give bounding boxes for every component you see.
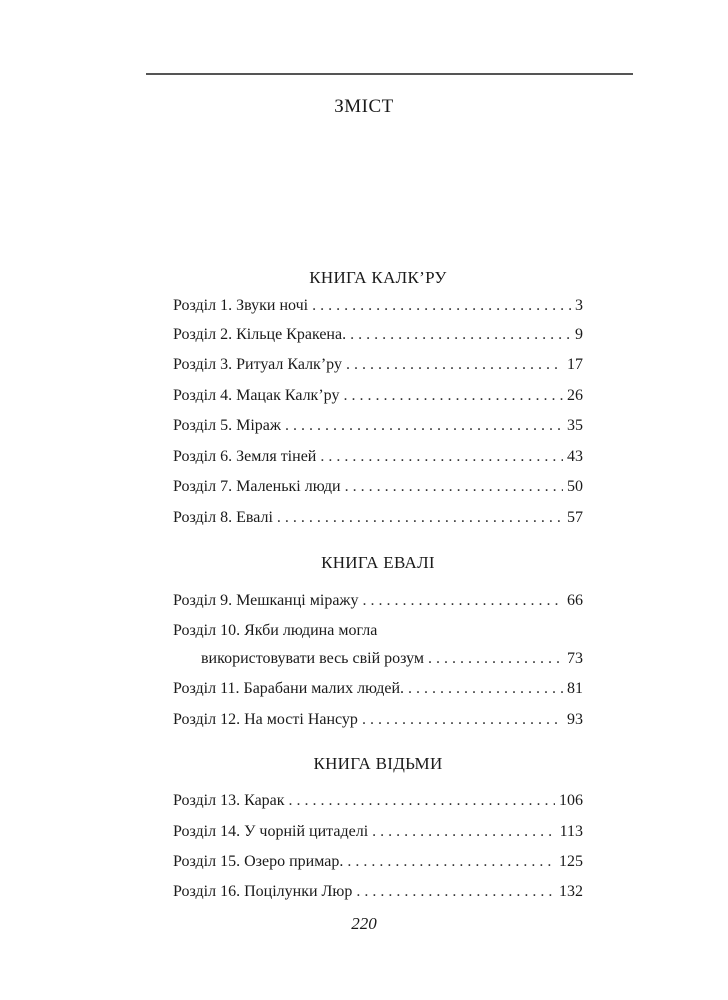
toc-entry-page: 113	[559, 823, 583, 840]
toc-entry[interactable]	[173, 415, 583, 437]
toc-entry-label: Розділ 5. Міраж	[173, 417, 281, 434]
toc-entry-page: 3	[575, 297, 583, 314]
toc-entry-page: 35	[567, 417, 583, 434]
dot-leader	[428, 648, 563, 670]
toc-entry-label[interactable]: Розділ 10. Якби людина могла	[173, 622, 378, 639]
dot-leader	[320, 446, 563, 468]
toc-entry[interactable]	[173, 507, 583, 529]
toc-entry[interactable]	[173, 678, 583, 700]
toc-entry-page: 81	[567, 680, 583, 697]
book-heading: КНИГА КАЛК’РУ	[309, 268, 447, 287]
toc-entry-label: Розділ 11. Барабани малих людей.	[173, 680, 404, 697]
dot-leader	[312, 295, 571, 317]
toc-entry-label: Розділ 15. Озеро примар.	[173, 853, 344, 870]
dot-leader	[408, 678, 563, 700]
toc-entry-page: 125	[559, 853, 583, 870]
toc-entry-page: 43	[567, 448, 583, 465]
toc-entry-page: 73	[567, 650, 583, 667]
toc-entry[interactable]	[173, 295, 583, 317]
book-heading: КНИГА ЕВАЛІ	[321, 553, 435, 572]
toc-entry-label: Розділ 16. Поцілунки Люр	[173, 883, 353, 900]
toc-entry[interactable]	[173, 446, 583, 468]
toc-entry-page: 132	[559, 883, 583, 900]
page-title: ЗМІСТ	[334, 96, 394, 117]
toc-entry[interactable]	[173, 790, 583, 812]
toc-entry[interactable]	[173, 881, 583, 903]
toc-entry-page: 17	[567, 356, 583, 373]
toc-entry-page: 26	[567, 387, 583, 404]
toc-entry[interactable]	[173, 385, 583, 407]
toc-entry-label: Розділ 3. Ритуал Калк’ру	[173, 356, 342, 373]
toc-entry[interactable]	[173, 851, 583, 873]
dot-leader	[347, 851, 555, 873]
dot-leader	[277, 507, 563, 529]
dot-leader	[343, 385, 563, 407]
toc-entry-page: 106	[559, 792, 583, 809]
dot-leader	[289, 790, 555, 812]
dot-leader	[372, 821, 555, 843]
dot-leader	[356, 881, 555, 903]
toc-entry-page: 93	[567, 711, 583, 728]
toc-entry[interactable]	[173, 354, 583, 376]
toc-entry-label: Розділ 8. Евалі	[173, 509, 273, 526]
page-number: 220	[351, 914, 377, 933]
toc-entry-label: Розділ 6. Земля тіней	[173, 448, 317, 465]
toc-entry-page: 66	[567, 592, 583, 609]
toc-entry[interactable]	[173, 590, 583, 612]
toc-entry-page: 50	[567, 478, 583, 495]
toc-entry-page: 57	[567, 509, 583, 526]
toc-entry-label: Розділ 2. Кільце Кракена.	[173, 326, 347, 343]
toc-entry-label: Розділ 12. На мості Нансур	[173, 711, 358, 728]
toc-entry[interactable]	[173, 709, 583, 731]
dot-leader	[345, 476, 563, 498]
toc-entry-label: Розділ 14. У чорній цитаделі	[173, 823, 369, 840]
book-heading: КНИГА ВІДЬМИ	[313, 754, 443, 773]
toc-entry[interactable]	[173, 821, 583, 843]
toc-entry-label: Розділ 7. Маленькі люди	[173, 478, 341, 495]
toc-entry-page: 9	[575, 326, 583, 343]
toc-entry-label: Розділ 9. Мешканці міражу	[173, 592, 359, 609]
toc-entry[interactable]	[173, 324, 583, 346]
toc-entry-label-continued: використовувати весь свій розум	[201, 650, 425, 667]
dot-leader	[350, 324, 571, 346]
toc-entry[interactable]	[173, 648, 583, 670]
top-rule	[146, 73, 633, 75]
dot-leader	[362, 590, 563, 612]
dot-leader	[346, 354, 563, 376]
toc-entry-label: Розділ 13. Карак	[173, 792, 285, 809]
dot-leader	[285, 415, 563, 437]
toc-entry-label: Розділ 4. Мацак Калк’ру	[173, 387, 340, 404]
toc-entry[interactable]	[173, 476, 583, 498]
toc-entry-label: Розділ 1. Звуки ночі	[173, 297, 309, 314]
dot-leader	[362, 709, 563, 731]
